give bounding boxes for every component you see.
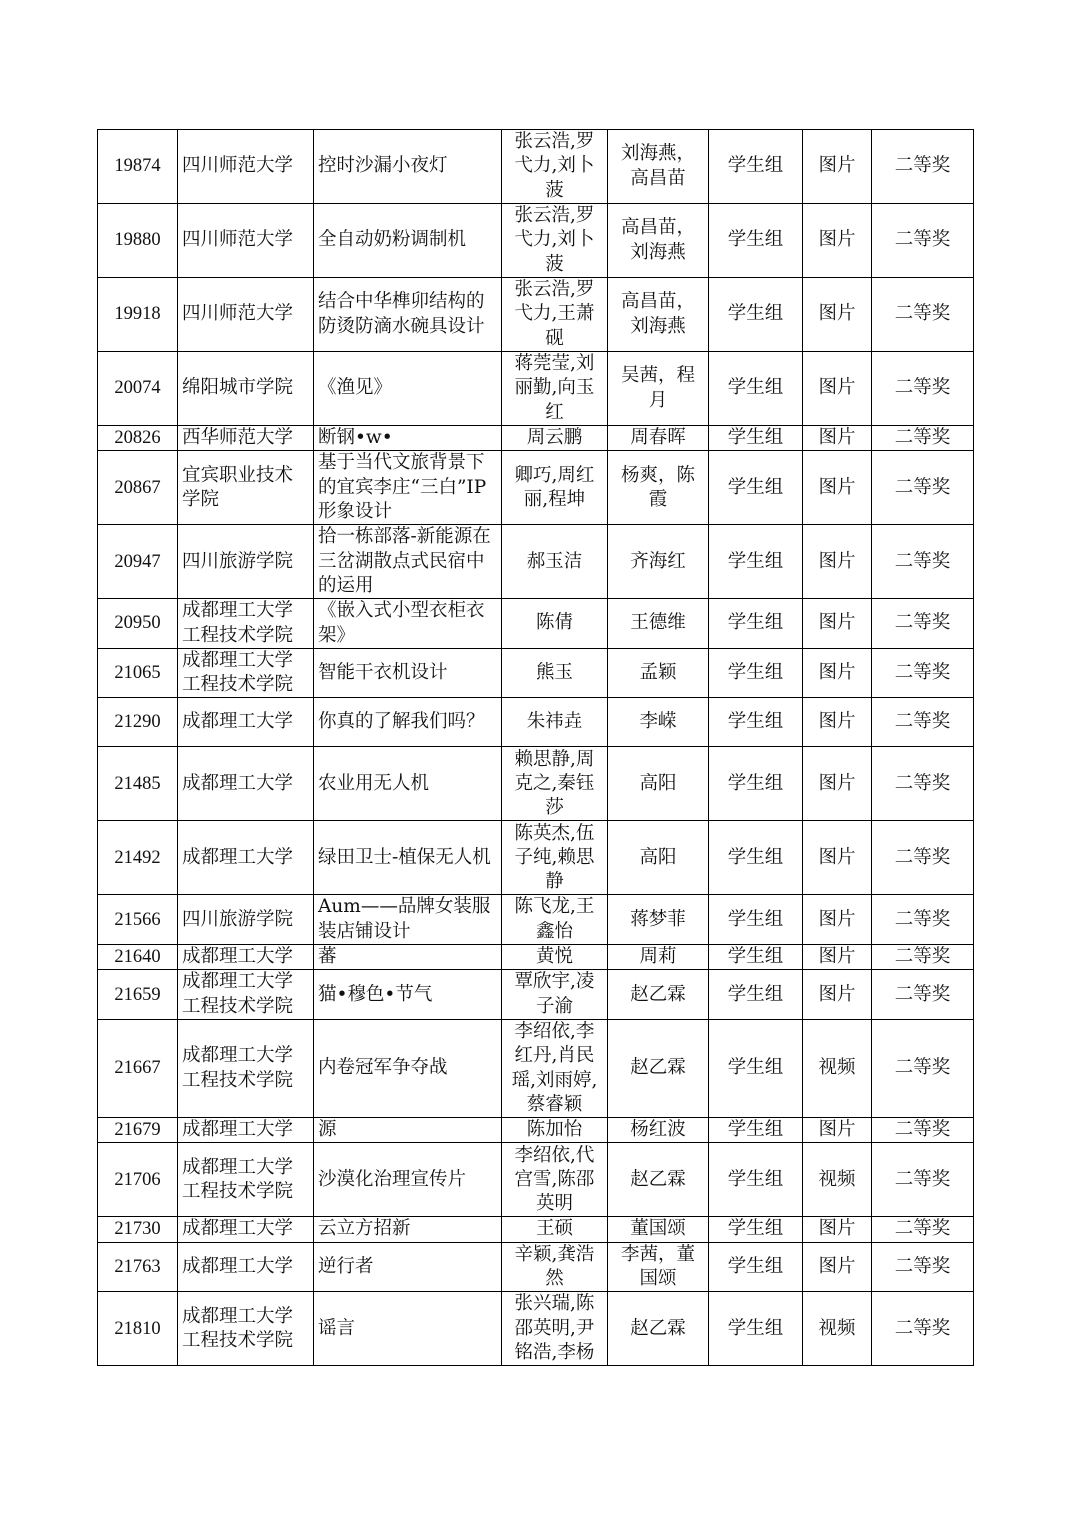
cell-advisors: 高昌苗，刘海燕 bbox=[608, 278, 709, 352]
cell-group: 学生组 bbox=[709, 1118, 803, 1143]
table-row bbox=[98, 278, 974, 352]
table-row bbox=[98, 747, 974, 821]
cell-title: 结合中华榫卯结构的防烫防滴水碗具设计 bbox=[314, 278, 502, 352]
cell-award: 二等奖 bbox=[872, 525, 974, 599]
cell-authors: 黄悦 bbox=[502, 945, 608, 970]
cell-award: 二等奖 bbox=[872, 747, 974, 821]
cell-award: 二等奖 bbox=[872, 1217, 974, 1242]
cell-id: 21667 bbox=[98, 1019, 178, 1117]
table-row bbox=[98, 1217, 974, 1242]
cell-group: 学生组 bbox=[709, 278, 803, 352]
cell-school: 成都理工大学 bbox=[178, 821, 314, 895]
cell-award: 二等奖 bbox=[872, 945, 974, 970]
table-row bbox=[98, 352, 974, 426]
cell-authors: 熊玉 bbox=[502, 648, 608, 698]
cell-group: 学生组 bbox=[709, 821, 803, 895]
cell-award: 二等奖 bbox=[872, 821, 974, 895]
cell-advisors: 高阳 bbox=[608, 747, 709, 821]
cell-authors: 张云浩,罗弋力,刘卜菠 bbox=[502, 204, 608, 278]
cell-award: 二等奖 bbox=[872, 895, 974, 945]
cell-group: 学生组 bbox=[709, 945, 803, 970]
cell-authors: 陈飞龙,王鑫怡 bbox=[502, 895, 608, 945]
cell-school: 西华师范大学 bbox=[178, 426, 314, 451]
cell-authors: 郝玉洁 bbox=[502, 525, 608, 599]
cell-school: 四川旅游学院 bbox=[178, 525, 314, 599]
cell-school: 宜宾职业技术学院 bbox=[178, 451, 314, 525]
cell-group: 学生组 bbox=[709, 895, 803, 945]
cell-school: 成都理工大学 bbox=[178, 945, 314, 970]
table-row bbox=[98, 1292, 974, 1366]
table-row bbox=[98, 204, 974, 278]
cell-advisors: 董国颂 bbox=[608, 1217, 709, 1242]
cell-title: 《嵌入式小型衣柜衣架》 bbox=[314, 599, 502, 649]
table-row bbox=[98, 130, 974, 204]
cell-id: 19874 bbox=[98, 130, 178, 204]
cell-id: 21706 bbox=[98, 1143, 178, 1217]
cell-advisors: 赵乙霖 bbox=[608, 1019, 709, 1117]
cell-award: 二等奖 bbox=[872, 1242, 974, 1292]
cell-advisors: 孟颖 bbox=[608, 648, 709, 698]
cell-award: 二等奖 bbox=[872, 970, 974, 1020]
cell-group: 学生组 bbox=[709, 648, 803, 698]
cell-type: 图片 bbox=[803, 278, 872, 352]
cell-school: 成都理工大学 bbox=[178, 1217, 314, 1242]
cell-authors: 王硕 bbox=[502, 1217, 608, 1242]
cell-advisors: 李嵘 bbox=[608, 698, 709, 747]
cell-group: 学生组 bbox=[709, 525, 803, 599]
cell-title: 猫•穆色•节气 bbox=[314, 970, 502, 1020]
cell-group: 学生组 bbox=[709, 599, 803, 649]
table-body bbox=[98, 130, 974, 1366]
cell-authors: 李绍依,李红丹,肖民瑶,刘雨婷,蔡睿颖 bbox=[502, 1019, 608, 1117]
cell-group: 学生组 bbox=[709, 1217, 803, 1242]
award-table bbox=[97, 129, 974, 1366]
cell-id: 20074 bbox=[98, 352, 178, 426]
table-row bbox=[98, 895, 974, 945]
table-row bbox=[98, 426, 974, 451]
cell-advisors: 杨爽，陈霞 bbox=[608, 451, 709, 525]
cell-award: 二等奖 bbox=[872, 426, 974, 451]
cell-title: 《渔见》 bbox=[314, 352, 502, 426]
cell-title: 农业用无人机 bbox=[314, 747, 502, 821]
cell-type: 图片 bbox=[803, 895, 872, 945]
table-row bbox=[98, 1118, 974, 1143]
cell-group: 学生组 bbox=[709, 1019, 803, 1117]
cell-type: 图片 bbox=[803, 945, 872, 970]
cell-authors: 李绍依,代宫雪,陈邵英明 bbox=[502, 1143, 608, 1217]
cell-school: 成都理工大学工程技术学院 bbox=[178, 599, 314, 649]
cell-type: 图片 bbox=[803, 451, 872, 525]
cell-authors: 张云浩,罗弋力,王萧砚 bbox=[502, 278, 608, 352]
cell-school: 成都理工大学 bbox=[178, 1242, 314, 1292]
cell-type: 图片 bbox=[803, 130, 872, 204]
cell-authors: 陈加怡 bbox=[502, 1118, 608, 1143]
table-row bbox=[98, 599, 974, 649]
cell-type: 图片 bbox=[803, 648, 872, 698]
cell-id: 21763 bbox=[98, 1242, 178, 1292]
cell-group: 学生组 bbox=[709, 1242, 803, 1292]
cell-advisors: 齐海红 bbox=[608, 525, 709, 599]
cell-id: 21640 bbox=[98, 945, 178, 970]
cell-title: 全自动奶粉调制机 bbox=[314, 204, 502, 278]
cell-title: 基于当代文旅背景下的宜宾李庄“三白”IP形象设计 bbox=[314, 451, 502, 525]
cell-award: 二等奖 bbox=[872, 130, 974, 204]
cell-group: 学生组 bbox=[709, 352, 803, 426]
cell-school: 成都理工大学工程技术学院 bbox=[178, 1019, 314, 1117]
cell-title: 绿田卫士-植保无人机 bbox=[314, 821, 502, 895]
cell-authors: 张云浩,罗弋力,刘卜菠 bbox=[502, 130, 608, 204]
cell-authors: 辛颖,龚浩然 bbox=[502, 1242, 608, 1292]
cell-advisors: 王德维 bbox=[608, 599, 709, 649]
cell-group: 学生组 bbox=[709, 747, 803, 821]
cell-type: 图片 bbox=[803, 1118, 872, 1143]
cell-title: Aum——品牌女装服装店铺设计 bbox=[314, 895, 502, 945]
cell-authors: 张兴瑞,陈邵英明,尹铭浩,李杨 bbox=[502, 1292, 608, 1366]
cell-id: 19918 bbox=[98, 278, 178, 352]
cell-advisors: 高昌苗，刘海燕 bbox=[608, 204, 709, 278]
cell-authors: 蒋莞莹,刘丽勤,向玉红 bbox=[502, 352, 608, 426]
cell-type: 图片 bbox=[803, 204, 872, 278]
cell-award: 二等奖 bbox=[872, 204, 974, 278]
cell-id: 21485 bbox=[98, 747, 178, 821]
cell-authors: 卿巧,周红丽,程坤 bbox=[502, 451, 608, 525]
table-row bbox=[98, 821, 974, 895]
cell-id: 21659 bbox=[98, 970, 178, 1020]
cell-id: 21065 bbox=[98, 648, 178, 698]
cell-type: 视频 bbox=[803, 1292, 872, 1366]
table-row bbox=[98, 1019, 974, 1117]
cell-group: 学生组 bbox=[709, 451, 803, 525]
cell-group: 学生组 bbox=[709, 1143, 803, 1217]
table-row bbox=[98, 945, 974, 970]
cell-school: 成都理工大学工程技术学院 bbox=[178, 1292, 314, 1366]
cell-type: 图片 bbox=[803, 426, 872, 451]
cell-school: 成都理工大学工程技术学院 bbox=[178, 648, 314, 698]
table-row bbox=[98, 525, 974, 599]
cell-authors: 周云鹏 bbox=[502, 426, 608, 451]
cell-school: 四川师范大学 bbox=[178, 278, 314, 352]
cell-authors: 覃欣宇,凌子渝 bbox=[502, 970, 608, 1020]
cell-award: 二等奖 bbox=[872, 599, 974, 649]
cell-group: 学生组 bbox=[709, 970, 803, 1020]
cell-advisors: 赵乙霖 bbox=[608, 1292, 709, 1366]
cell-id: 21492 bbox=[98, 821, 178, 895]
cell-authors: 朱祎垚 bbox=[502, 698, 608, 747]
cell-title: 你真的了解我们吗？ bbox=[314, 698, 502, 747]
cell-award: 二等奖 bbox=[872, 352, 974, 426]
cell-group: 学生组 bbox=[709, 204, 803, 278]
cell-title: 控时沙漏小夜灯 bbox=[314, 130, 502, 204]
cell-group: 学生组 bbox=[709, 698, 803, 747]
cell-school: 成都理工大学 bbox=[178, 698, 314, 747]
cell-school: 四川师范大学 bbox=[178, 130, 314, 204]
cell-award: 二等奖 bbox=[872, 451, 974, 525]
table-row bbox=[98, 451, 974, 525]
cell-type: 视频 bbox=[803, 1019, 872, 1117]
cell-type: 图片 bbox=[803, 1217, 872, 1242]
cell-id: 20950 bbox=[98, 599, 178, 649]
cell-school: 成都理工大学 bbox=[178, 747, 314, 821]
table-row bbox=[98, 970, 974, 1020]
cell-id: 21566 bbox=[98, 895, 178, 945]
cell-authors: 陈倩 bbox=[502, 599, 608, 649]
cell-award: 二等奖 bbox=[872, 1143, 974, 1217]
cell-award: 二等奖 bbox=[872, 1292, 974, 1366]
cell-title: 拾一栋部落-新能源在三岔湖散点式民宿中的运用 bbox=[314, 525, 502, 599]
table-row bbox=[98, 698, 974, 747]
cell-id: 21810 bbox=[98, 1292, 178, 1366]
cell-type: 图片 bbox=[803, 747, 872, 821]
table-row bbox=[98, 648, 974, 698]
cell-id: 19880 bbox=[98, 204, 178, 278]
cell-type: 视频 bbox=[803, 1143, 872, 1217]
cell-id: 20867 bbox=[98, 451, 178, 525]
cell-title: 智能干衣机设计 bbox=[314, 648, 502, 698]
cell-type: 图片 bbox=[803, 1242, 872, 1292]
cell-id: 21679 bbox=[98, 1118, 178, 1143]
cell-authors: 赖思静,周克之,秦钰莎 bbox=[502, 747, 608, 821]
cell-school: 绵阳城市学院 bbox=[178, 352, 314, 426]
cell-id: 20947 bbox=[98, 525, 178, 599]
cell-advisors: 赵乙霖 bbox=[608, 970, 709, 1020]
cell-type: 图片 bbox=[803, 599, 872, 649]
cell-title: 蕃 bbox=[314, 945, 502, 970]
cell-award: 二等奖 bbox=[872, 1019, 974, 1117]
cell-group: 学生组 bbox=[709, 130, 803, 204]
cell-type: 图片 bbox=[803, 525, 872, 599]
cell-type: 图片 bbox=[803, 970, 872, 1020]
cell-title: 源 bbox=[314, 1118, 502, 1143]
cell-group: 学生组 bbox=[709, 1292, 803, 1366]
cell-school: 成都理工大学 bbox=[178, 1118, 314, 1143]
cell-advisors: 李茜，董国颂 bbox=[608, 1242, 709, 1292]
cell-type: 图片 bbox=[803, 821, 872, 895]
cell-advisors: 高阳 bbox=[608, 821, 709, 895]
cell-group: 学生组 bbox=[709, 426, 803, 451]
cell-title: 逆行者 bbox=[314, 1242, 502, 1292]
cell-advisors: 周莉 bbox=[608, 945, 709, 970]
cell-type: 图片 bbox=[803, 352, 872, 426]
cell-award: 二等奖 bbox=[872, 698, 974, 747]
cell-advisors: 刘海燕，高昌苗 bbox=[608, 130, 709, 204]
cell-advisors: 赵乙霖 bbox=[608, 1143, 709, 1217]
cell-id: 21290 bbox=[98, 698, 178, 747]
cell-id: 21730 bbox=[98, 1217, 178, 1242]
cell-type: 图片 bbox=[803, 698, 872, 747]
table-row bbox=[98, 1242, 974, 1292]
cell-title: 云立方招新 bbox=[314, 1217, 502, 1242]
cell-award: 二等奖 bbox=[872, 278, 974, 352]
cell-advisors: 蒋梦菲 bbox=[608, 895, 709, 945]
cell-school: 四川旅游学院 bbox=[178, 895, 314, 945]
cell-title: 内卷冠军争夺战 bbox=[314, 1019, 502, 1117]
cell-school: 成都理工大学工程技术学院 bbox=[178, 1143, 314, 1217]
cell-school: 四川师范大学 bbox=[178, 204, 314, 278]
cell-title: 谣言 bbox=[314, 1292, 502, 1366]
cell-advisors: 吴茜，程月 bbox=[608, 352, 709, 426]
cell-title: 断钢•w• bbox=[314, 426, 502, 451]
cell-title: 沙漠化治理宣传片 bbox=[314, 1143, 502, 1217]
cell-award: 二等奖 bbox=[872, 648, 974, 698]
table-row bbox=[98, 1143, 974, 1217]
cell-award: 二等奖 bbox=[872, 1118, 974, 1143]
cell-authors: 陈英杰,伍子纯,赖思静 bbox=[502, 821, 608, 895]
cell-school: 成都理工大学工程技术学院 bbox=[178, 970, 314, 1020]
cell-advisors: 杨红波 bbox=[608, 1118, 709, 1143]
cell-advisors: 周春晖 bbox=[608, 426, 709, 451]
cell-id: 20826 bbox=[98, 426, 178, 451]
